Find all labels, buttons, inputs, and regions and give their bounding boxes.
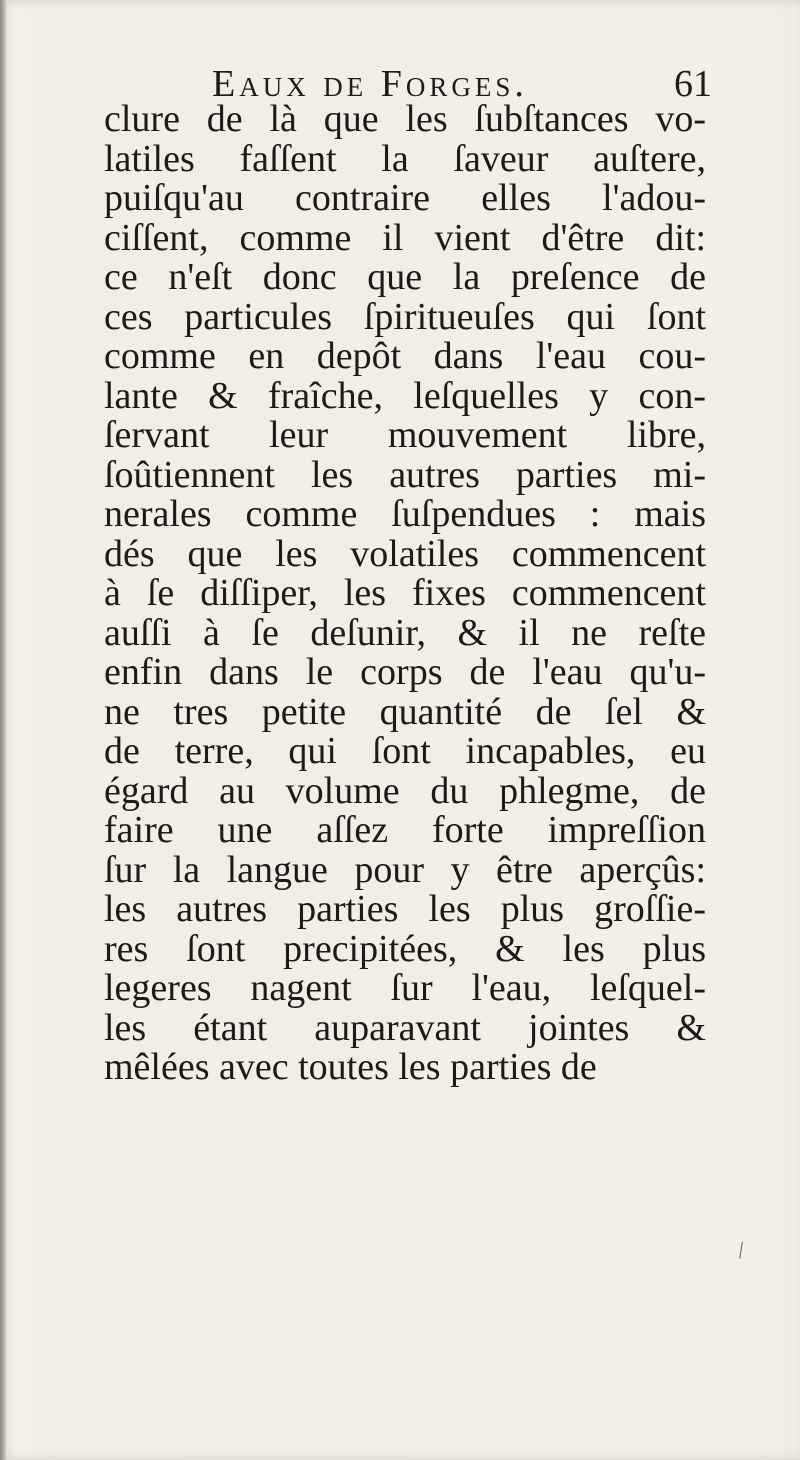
- running-head: Eaux de Forges.: [212, 63, 528, 105]
- text-line: ne tres petite quantité de ſel &: [104, 690, 706, 733]
- text-line: legeres nagent ſur l'eau, leſquel-: [104, 967, 706, 1009]
- text-line: puiſqu'au contraire elles l'adou-: [104, 177, 706, 219]
- margin-mark: /: [735, 1237, 747, 1265]
- text-line: égard au volume du phlegme, de: [104, 769, 706, 812]
- text-line: ſoûtiennent les autres parties mi-: [104, 453, 706, 496]
- text-line: faire une aſſez forte impreſſion: [104, 809, 706, 851]
- text-line: ciſſent, comme il vient d'être dit:: [104, 216, 706, 259]
- text-line: à ſe diſſiper, les fixes commencent: [104, 572, 706, 614]
- text-line: comme en depôt dans l'eau cou-: [104, 335, 706, 377]
- text-line: ces particules ſpiritueuſes qui ſont: [104, 295, 706, 338]
- text-line: ce n'eſt donc que la preſence de: [104, 256, 706, 298]
- text-line: les étant auparavant jointes &: [104, 1006, 706, 1049]
- text-line: ſervant leur mouvement libre,: [104, 414, 706, 456]
- body-text: [104, 100, 706, 1088]
- text-line: mêlées avec toutes les parties de: [104, 1046, 597, 1088]
- page-spine-edge: [0, 0, 6, 1460]
- text-line: lante & fraîche, leſquelles y con-: [104, 374, 706, 417]
- text-line: nerales comme ſuſpendues : mais: [104, 493, 706, 535]
- text-line: clure de là que les ſubſtances vo-: [104, 98, 706, 140]
- text-line: latiles faſſent la ſaveur auſtere,: [104, 137, 706, 180]
- text-line: ſur la langue pour y être aperçûs:: [104, 848, 706, 891]
- text-line: res ſont precipitées, & les plus: [104, 927, 706, 970]
- text-line: dés que les volatiles commencent: [104, 532, 706, 575]
- page-number: 61: [674, 63, 712, 105]
- text-line: auſſi à ſe deſunir, & il ne reſte: [104, 611, 706, 654]
- text-line: les autres parties les plus groſſie-: [104, 888, 706, 930]
- text-line: de terre, qui ſont incapables, eu: [104, 730, 706, 772]
- text-line: enfin dans le corps de l'eau qu'u-: [104, 651, 706, 693]
